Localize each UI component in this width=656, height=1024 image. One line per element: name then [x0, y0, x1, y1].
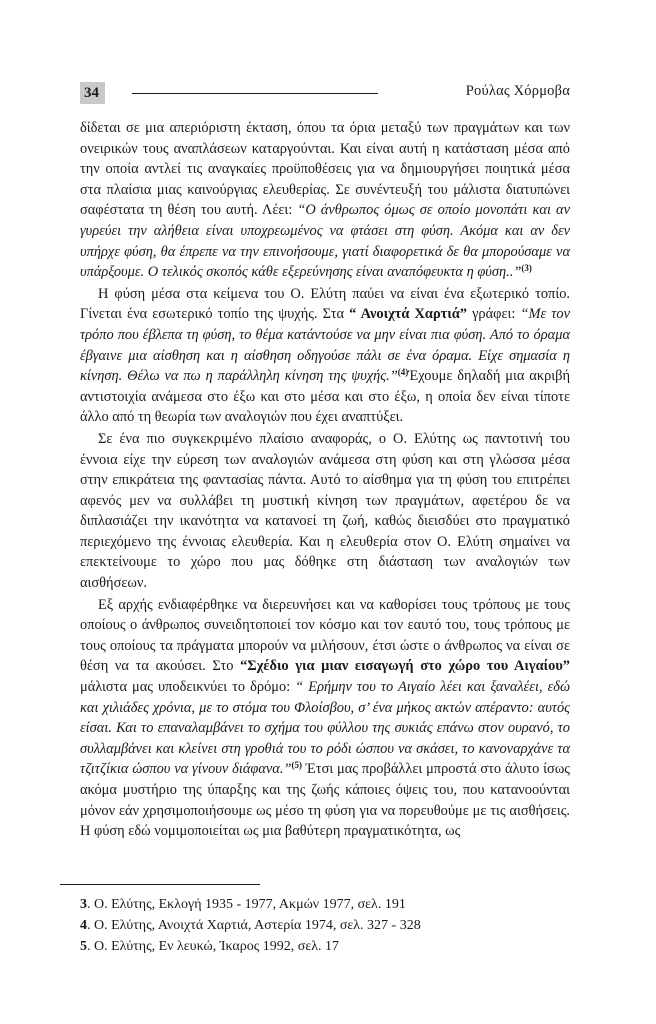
- page-number: 34: [80, 82, 105, 104]
- footnote-ref-5: (5): [291, 760, 302, 771]
- book-title-anoixta-xartia: “ Ανοιχτά Χαρτιά”: [349, 306, 467, 323]
- header-rule: [132, 93, 378, 94]
- paragraph-4-text-a: Εξ αρχής ενδιαφέρθηκε να διερευνήσει και να καθορίσει τους τρόπους με τους οποίους ο άνθρωπος συνειδητοποιεί τον κόσμο και τον εαυτό του, τους τρόπους με τους οποίους τα πράγματα μπορούν να μιλήσουν, έτσι ώστε ο άνθρωπος να είναι σε θέση να τα ακούσει. Στο: [80, 596, 570, 675]
- paragraph-4: [80, 595, 570, 842]
- paragraph-3: Σε ένα πιο συγκεκριμένο πλαίσιο αναφοράς, ο Ο. Ελύτης ως παντοτινή του έννοια είχε την εύρεση των αναλογιών ανάμεσα στη φύση και στη γλώσσα μέσα στην επικράτεια της φαντασίας πάντα. Αυτό το αίσθημα για τη φύση του επιτρέπει αφενός μεν να συλλάβει τη μυστική κίνηση των πραγμάτων, αφετέρου δε να διπλασιάζει την ικανότητα να κατανοεί τη ζωή, καθώς διεισδύει στο πραγματικό περιεχόμενο της έννοιας ελευθερία. Και η ελευθερία στον Ο. Ελύτη σημαίνει να επεκτείνουμε το χώρο που μας δόθηκε στη διάσταση των αναλογιών των αισθήσεων.: [80, 430, 570, 592]
- paragraph-4-text-b: μάλιστα μας υποδεικνύει το δρόμο:: [80, 679, 296, 696]
- footnote-text: . Ο. Ελύτης, Εκλογή 1935 - 1977, Ακμών 1977, σελ. 191: [87, 897, 406, 912]
- footnotes: [80, 894, 560, 957]
- paragraph-2-text-a: Η φύση μέσα στα κείμενα του Ο. Ελύτη παύει να είναι ένα εξωτερικό τοπίο. Γίνεται ένα εσωτερικό τοπίο της ψυχής. Στα: [80, 285, 570, 323]
- footnote-4: [80, 915, 560, 936]
- footnote-rule: [60, 884, 260, 885]
- paragraph-2: [80, 284, 570, 428]
- footnote-5: [80, 936, 560, 957]
- elytis-quote-3: “ Ερήμην του το Αιγαίο λέει και ξαναλέει, εδώ και χιλιάδες χρόνια, με το στόμα του Φλοίσβου, σ’ ένα μήκος ακτών απέραντο: αυτός είσαι. Και το επαναλαμβάνει το σχήμα του φύλλου της συκιάς επάνω στον ουρανό, το συλλαμβάνει και κλείνει στη γροθιά του το ρόδι ώσπου να σκάσει, το κανοναρχάνε τα τζιτζίκια ώσπου να γίνουν διάφανα.”: [80, 679, 570, 778]
- paragraph-1-text: δίδεται σε μια απεριόριστη έκταση, όπου τα όρια μεταξύ των πραγμάτων και των ονειρικών τους αναπλάσεων καταργούνται. Και είναι αυτή η κατάσταση μέσα από την οποία αντλεί τις αναγκαίες προϋποθέσεις για να δημιουργήσει ποιητικά μέσα στα πλαίσια μιας καινούργιας ελευθερίας. Σε συνέντευξή του μάλιστα διατυπώνει σαφέστατα τη θέση του αυτή. Λέει:: [80, 120, 570, 219]
- footnote-text: . Ο. Ελύτης, Εν λευκώ, Ίκαρος 1992, σελ. 17: [87, 939, 340, 954]
- footnote-number: 4: [80, 918, 87, 933]
- paragraph-2-text-c: Έχουμε δηλαδή μια ακριβή αντιστοιχία ανάμεσα στο έξω και στο μέσα και στο έξω, η οποία δεν είναι τίποτε άλλο από τη θεωρία των αναλογιών που έχει αναπτύξει.: [80, 368, 570, 426]
- paragraph-2-text-b: γράφει:: [466, 306, 521, 323]
- footnote-ref-4: (4): [397, 367, 409, 378]
- page-header: [80, 80, 570, 108]
- body-text: [80, 118, 570, 842]
- footnote-number: 5: [80, 939, 87, 954]
- paragraph-4-text-c: Έτσι μας προβάλλει μπροστά στο άλυτο ίσως ακόμα μυστήριο της ύπαρξης και της ζωής κάποιες όψεις του, που κατανοούνται μόνον εάν χρησιμοποιήσουμε ως μέσο τη φύση για να πορευθούμε με τις αισθήσεις. Η φύση εδώ νομιμοποιείται ως μια βαθύτερη πραγματικότητα, ως: [80, 761, 570, 840]
- footnote-ref-3: (3): [521, 263, 532, 274]
- essay-title-aegean: “Σχέδιο για μιαν εισαγωγή στο χώρο του Αιγαίου”: [240, 658, 570, 675]
- elytis-quote-2: “Με τον τρόπο που έβλεπα τη φύση, το θέμα κατάντούσε να μην είναι πια φύση. Από το όραμα έβγαινε μια αίσθηση και η αίσθηση οδηγούσε πάλι σε ένα όραμα. Είχε σημασία η κίνηση. Θέλω να πω η παράλληλη κίνηση της ψυχής.”: [80, 306, 571, 385]
- paragraph-1: [80, 118, 570, 283]
- elytis-quote-1: “Ο άνθρωπος όμως σε οποίο μονοπάτι και αν γυρεύει την αλήθεια είναι υποχρεωμένος να φτάσει στη φύση. Ακόμα και αν δεν υπήρχε φύση, θα έπρεπε να την επινοήσουμε, γιατί διαφορετικά δε θα μπορούσαμε να υπάρξουμε. Ο τελικός σκοπός κάθε εξερεύνησης είναι αναπόφευκτα η φύση..”: [80, 202, 570, 281]
- footnote-3: [80, 894, 560, 915]
- running-head: Ρούλας Χόρμοβα: [465, 83, 570, 99]
- footnote-number: 3: [80, 897, 87, 912]
- footnote-text: . Ο. Ελύτης, Ανοιχτά Χαρτιά, Αστερία 1974, σελ. 327 - 328: [87, 918, 421, 933]
